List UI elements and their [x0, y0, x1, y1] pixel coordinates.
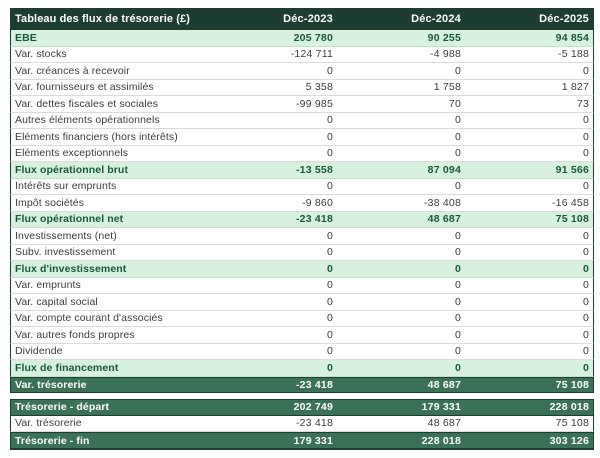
row-value: 0 — [582, 114, 589, 127]
table-row — [10, 195, 594, 212]
row-value: 1 827 — [561, 81, 589, 94]
table-row — [10, 179, 594, 196]
row-label: Var. dettes fiscales et sociales — [15, 97, 159, 110]
row-value: 87 094 — [427, 163, 461, 176]
row-value: 0 — [454, 279, 461, 292]
row-value: 205 780 — [293, 31, 333, 44]
row-value: 0 — [454, 180, 461, 193]
row-label: Var. trésorerie — [15, 378, 87, 391]
table-row — [10, 311, 594, 328]
row-value: 0 — [326, 147, 333, 160]
row-label: Var. autres fonds propres — [15, 328, 135, 341]
row-value: 0 — [582, 361, 589, 374]
row-value: -23 418 — [295, 417, 333, 430]
row-value: 0 — [582, 312, 589, 325]
row-value: 0 — [454, 312, 461, 325]
row-label: Flux de financement — [15, 361, 119, 374]
row-value: 0 — [454, 246, 461, 259]
row-value: 0 — [582, 64, 589, 77]
table-row — [10, 432, 594, 450]
row-value: 0 — [454, 361, 461, 374]
row-value: 0 — [326, 312, 333, 325]
row-label: Autres éléments opérationnels — [15, 114, 160, 127]
table-title: Tableau des flux de trésorerie (£) — [15, 13, 190, 25]
cashflow-table — [10, 8, 594, 450]
row-value: 202 749 — [293, 401, 333, 414]
row-value: 0 — [326, 130, 333, 143]
table-body — [10, 30, 594, 450]
row-label: Trésorerie - départ — [15, 401, 110, 414]
row-label: Dividende — [15, 345, 63, 358]
row-value: 0 — [454, 147, 461, 160]
row-value: 303 126 — [549, 434, 589, 447]
row-value: 0 — [454, 262, 461, 275]
row-value: 179 331 — [293, 434, 333, 447]
row-label: Investissements (net) — [15, 229, 117, 242]
row-label: Impôt sociétés — [15, 196, 85, 209]
row-label: EBE — [15, 31, 37, 44]
table-row — [10, 113, 594, 130]
table-row — [10, 47, 594, 64]
table-row — [10, 245, 594, 262]
row-label: Eléments exceptionnels — [15, 147, 129, 160]
row-value: 0 — [326, 361, 333, 374]
row-value: 0 — [582, 180, 589, 193]
table-row — [10, 96, 594, 113]
row-label: Subv. investissement — [15, 246, 116, 259]
row-value: 90 255 — [427, 31, 461, 44]
table-row — [10, 327, 594, 344]
row-value: 0 — [454, 114, 461, 127]
table-row — [10, 294, 594, 311]
row-value: 94 854 — [555, 31, 589, 44]
table-row — [10, 212, 594, 229]
row-value: 0 — [454, 229, 461, 242]
row-value: 0 — [326, 279, 333, 292]
column-header-dec-2023: Déc-2023 — [283, 13, 333, 25]
row-label: Var. emprunts — [15, 279, 81, 292]
row-value: 0 — [454, 64, 461, 77]
row-value: 0 — [582, 147, 589, 160]
row-value: 48 687 — [427, 213, 461, 226]
table-row — [10, 360, 594, 377]
row-label: Flux opérationnel brut — [15, 163, 129, 176]
table-row — [10, 278, 594, 295]
row-label: Var. stocks — [15, 48, 67, 61]
table-row — [10, 377, 594, 394]
row-value: 1 758 — [433, 81, 461, 94]
row-value: 48 687 — [427, 378, 461, 391]
row-value: 75 108 — [555, 378, 589, 391]
row-value: -4 988 — [430, 48, 461, 61]
table-row — [10, 63, 594, 80]
row-label: Var. trésorerie — [15, 417, 82, 430]
row-label: Intérêts sur emprunts — [15, 180, 117, 193]
table-row — [10, 228, 594, 245]
row-value: 0 — [454, 130, 461, 143]
row-label: Var. compte courant d'associés — [15, 312, 163, 325]
row-value: 0 — [582, 295, 589, 308]
row-value: 0 — [582, 229, 589, 242]
row-label: Var. créances à recevoir — [15, 64, 130, 77]
row-label: Flux d'investissement — [15, 262, 127, 275]
column-header-dec-2025: Déc-2025 — [539, 13, 589, 25]
table-header-row — [10, 8, 594, 30]
row-value: 228 018 — [549, 401, 589, 414]
row-value: 0 — [326, 328, 333, 341]
column-header-dec-2024: Déc-2024 — [411, 13, 461, 25]
row-value: -9 860 — [302, 196, 333, 209]
row-value: 0 — [582, 328, 589, 341]
row-value: 228 018 — [421, 434, 461, 447]
row-value: 0 — [326, 345, 333, 358]
row-value: 0 — [454, 345, 461, 358]
row-value: -23 418 — [295, 213, 333, 226]
table-row — [10, 399, 594, 416]
row-value: -124 711 — [290, 48, 333, 61]
row-label: Var. capital social — [15, 295, 98, 308]
row-value: 0 — [582, 279, 589, 292]
row-value: 0 — [326, 229, 333, 242]
row-label: Trésorerie - fin — [15, 434, 90, 447]
row-value: 73 — [576, 97, 589, 110]
table-row — [10, 162, 594, 179]
row-value: 0 — [582, 345, 589, 358]
row-value: 179 331 — [421, 401, 461, 414]
row-value: 48 687 — [427, 417, 461, 430]
row-value: 91 566 — [555, 163, 589, 176]
row-value: 0 — [326, 262, 333, 275]
table-row — [10, 30, 594, 47]
row-value: 0 — [326, 114, 333, 127]
row-label: Eléments financiers (hors intérêts) — [15, 130, 178, 143]
table-row — [10, 261, 594, 278]
row-value: -5 188 — [558, 48, 589, 61]
row-value: 0 — [582, 130, 589, 143]
row-value: 0 — [582, 262, 589, 275]
row-value: -99 985 — [295, 97, 333, 110]
row-value: -13 558 — [295, 163, 333, 176]
row-value: 75 108 — [555, 417, 589, 430]
row-value: 0 — [582, 246, 589, 259]
table-row — [10, 344, 594, 361]
row-value: 5 358 — [305, 81, 333, 94]
row-value: 0 — [326, 246, 333, 259]
row-value: 70 — [448, 97, 461, 110]
row-value: 75 108 — [555, 213, 589, 226]
row-value: -23 418 — [295, 378, 333, 391]
table-row — [10, 146, 594, 163]
row-value: 0 — [454, 295, 461, 308]
row-value: -16 458 — [551, 196, 589, 209]
row-value: 0 — [326, 295, 333, 308]
row-value: 0 — [454, 328, 461, 341]
row-value: 0 — [326, 64, 333, 77]
row-value: 0 — [326, 180, 333, 193]
row-value: -38 408 — [423, 196, 461, 209]
table-row — [10, 80, 594, 97]
row-label: Var. fournisseurs et assimilés — [15, 81, 154, 94]
row-label: Flux opérationnel net — [15, 213, 124, 226]
table-row — [10, 129, 594, 146]
table-row — [10, 416, 594, 433]
